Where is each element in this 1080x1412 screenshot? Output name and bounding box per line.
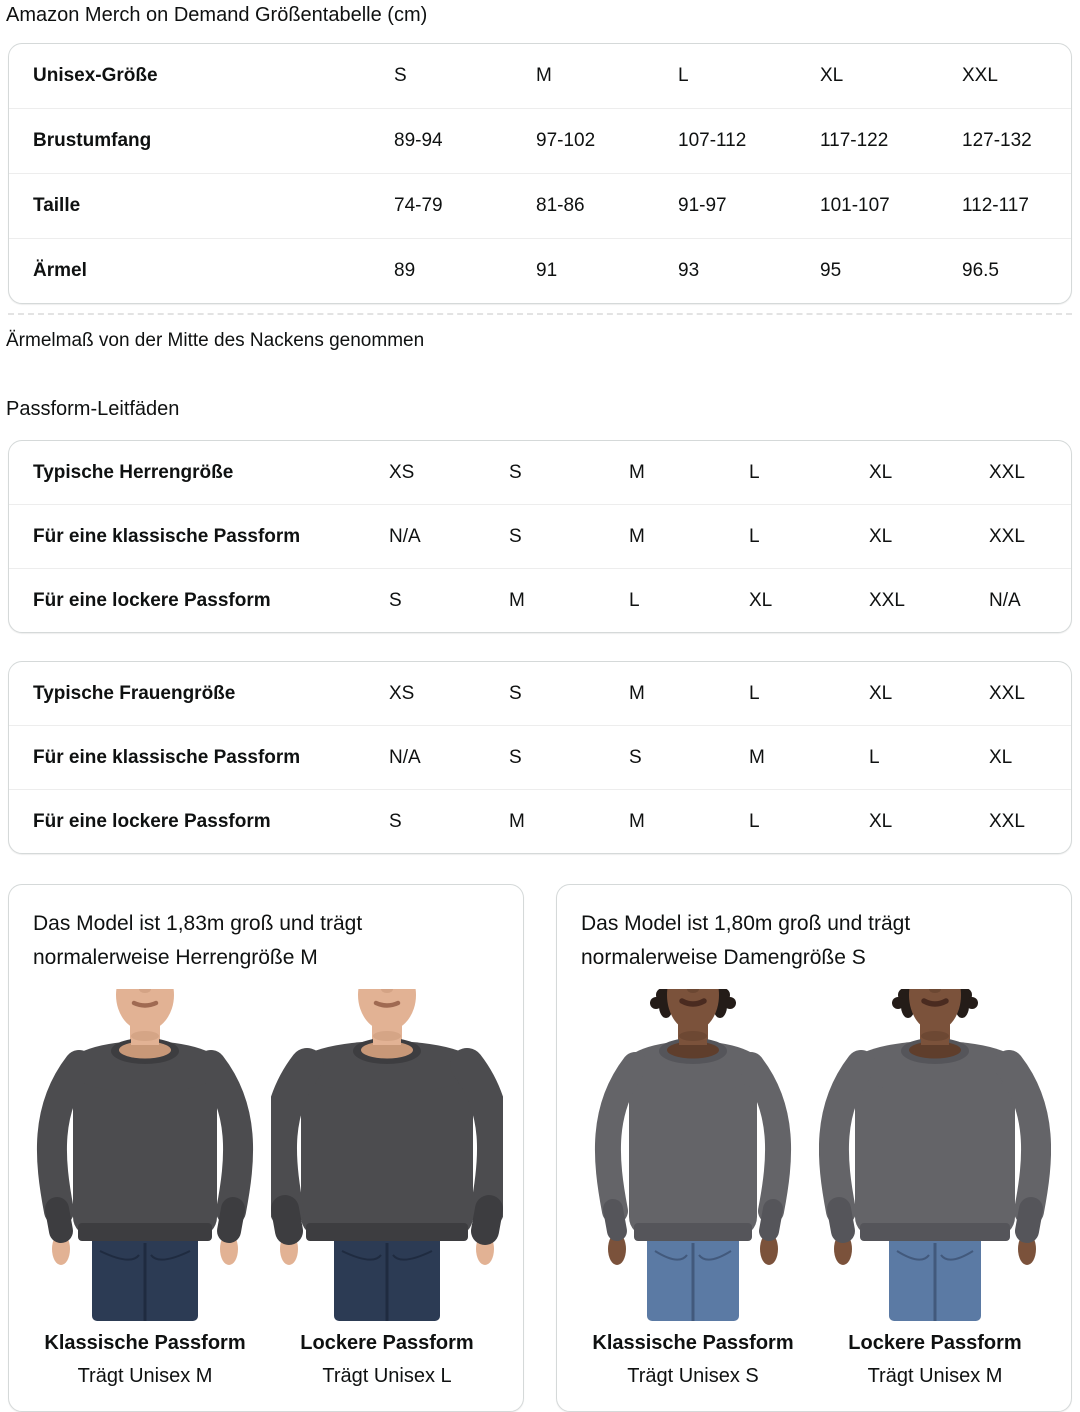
fit-caption-title: Klassische Passform — [44, 1332, 246, 1354]
size-cell: L — [749, 682, 760, 704]
figure — [577, 989, 809, 1388]
fit-caption-title: Lockere Passform — [848, 1332, 1022, 1354]
model-cards-row — [8, 884, 1072, 1412]
size-cell: 107-112 — [678, 130, 747, 151]
size-cell: M — [749, 746, 765, 768]
fit-caption-title: Klassische Passform — [592, 1332, 794, 1354]
size-cell: XXL — [962, 65, 998, 86]
size-cell: M — [509, 810, 525, 832]
row-label: Unisex-Größe — [33, 65, 158, 86]
model-card — [8, 884, 524, 1412]
size-cell: XL — [749, 589, 773, 611]
size-cell: 89 — [394, 260, 416, 281]
figure — [819, 989, 1051, 1388]
size-cell: M — [536, 65, 552, 86]
size-cell: XXL — [869, 589, 905, 611]
size-cell: S — [394, 65, 407, 86]
table-row — [9, 109, 1071, 174]
table-row — [9, 174, 1071, 239]
size-cell: 74-79 — [394, 195, 443, 216]
fit-caption-detail: Trägt Unisex M — [77, 1365, 213, 1387]
size-cell: XL — [989, 746, 1013, 768]
table-row — [9, 662, 1071, 726]
size-cell: S — [509, 461, 522, 483]
model-description: Das Model ist 1,80m groß und trägt normalerweise Damengröße S — [581, 912, 911, 969]
size-cell: L — [749, 461, 760, 483]
row-label: Für eine klassische Passform — [33, 746, 301, 768]
fit-caption-detail: Trägt Unisex L — [322, 1365, 452, 1387]
size-cell: S — [389, 589, 402, 611]
size-cell: XXL — [989, 461, 1025, 483]
model-description: Das Model ist 1,83m groß und trägt normalerweise Herrengröße M — [33, 912, 363, 969]
size-cell: N/A — [389, 525, 421, 547]
size-cell: XS — [389, 461, 415, 483]
table-row — [9, 44, 1071, 109]
model-card — [556, 884, 1072, 1412]
size-cell: 117-122 — [820, 130, 889, 151]
sleeve-footnote: Ärmelmaß von der Mitte des Nackens genommen — [6, 330, 425, 351]
size-cell: L — [678, 65, 689, 86]
table-row — [9, 505, 1071, 569]
size-cell: L — [629, 589, 640, 611]
size-cell: S — [389, 810, 402, 832]
size-cell: 89-94 — [394, 130, 443, 151]
size-cell: 97-102 — [536, 130, 596, 151]
size-cell: N/A — [989, 589, 1021, 611]
page-title: Amazon Merch on Demand Größentabelle (cm) — [6, 4, 428, 26]
size-cell: L — [869, 746, 880, 768]
row-label: Brustumfang — [33, 130, 152, 151]
row-label: Typische Herrengröße — [33, 461, 234, 483]
unisex-size-table — [8, 43, 1072, 304]
size-cell: 91-97 — [678, 195, 727, 216]
table-row — [9, 569, 1071, 632]
size-cell: M — [629, 810, 645, 832]
size-cell: 112-117 — [962, 195, 1029, 216]
row-label: Für eine klassische Passform — [33, 525, 301, 547]
size-cell: S — [509, 525, 522, 547]
row-label: Typische Frauengröße — [33, 682, 236, 704]
size-cell: 91 — [536, 260, 558, 281]
size-cell: XL — [869, 461, 893, 483]
size-cell: XXL — [989, 682, 1025, 704]
size-cell: 93 — [678, 260, 700, 281]
size-cell: M — [629, 461, 645, 483]
dashed-divider — [8, 313, 1072, 315]
figures-row — [577, 989, 1051, 1388]
figure — [271, 989, 503, 1388]
size-cell: S — [509, 746, 522, 768]
row-label: Taille — [33, 195, 81, 216]
fit-guides-section-title: Passform-Leitfäden — [6, 398, 180, 420]
model-photo-woman-loose-fit — [819, 989, 1051, 1321]
figure — [29, 989, 261, 1388]
fit-caption-title: Lockere Passform — [300, 1332, 474, 1354]
fit-table-women — [8, 661, 1072, 854]
fit-tables-group — [8, 440, 1072, 854]
size-cell: L — [749, 810, 760, 832]
model-photo-man-loose-fit — [271, 989, 503, 1321]
size-cell: XL — [869, 810, 893, 832]
fit-caption-detail: Trägt Unisex M — [867, 1365, 1003, 1387]
size-cell: M — [629, 525, 645, 547]
table-row — [9, 239, 1071, 303]
size-cell: XXL — [989, 810, 1025, 832]
size-cell: 101-107 — [820, 195, 890, 216]
size-cell: XL — [869, 525, 893, 547]
table-row — [9, 441, 1071, 505]
size-cell: S — [629, 746, 642, 768]
model-photo-woman-classic-fit — [577, 989, 809, 1321]
model-photo-man-classic-fit — [29, 989, 261, 1321]
size-cell: M — [509, 589, 525, 611]
table-row — [9, 726, 1071, 790]
row-label: Für eine lockere Passform — [33, 810, 271, 832]
size-cell: 81-86 — [536, 195, 585, 216]
size-cell: XS — [389, 682, 415, 704]
row-label: Für eine lockere Passform — [33, 589, 271, 611]
figures-row — [29, 989, 503, 1388]
size-cell: N/A — [389, 746, 421, 768]
row-label: Ärmel — [33, 260, 87, 281]
fit-caption-detail: Trägt Unisex S — [627, 1365, 759, 1387]
size-cell: XL — [869, 682, 893, 704]
size-cell: M — [629, 682, 645, 704]
size-cell: 127-132 — [962, 130, 1032, 151]
size-cell: 95 — [820, 260, 842, 281]
size-cell: 96.5 — [962, 260, 999, 281]
table-row — [9, 790, 1071, 853]
size-cell: S — [509, 682, 522, 704]
size-cell: L — [749, 525, 760, 547]
size-cell: XXL — [989, 525, 1025, 547]
fit-table-men — [8, 440, 1072, 633]
size-cell: XL — [820, 65, 844, 86]
